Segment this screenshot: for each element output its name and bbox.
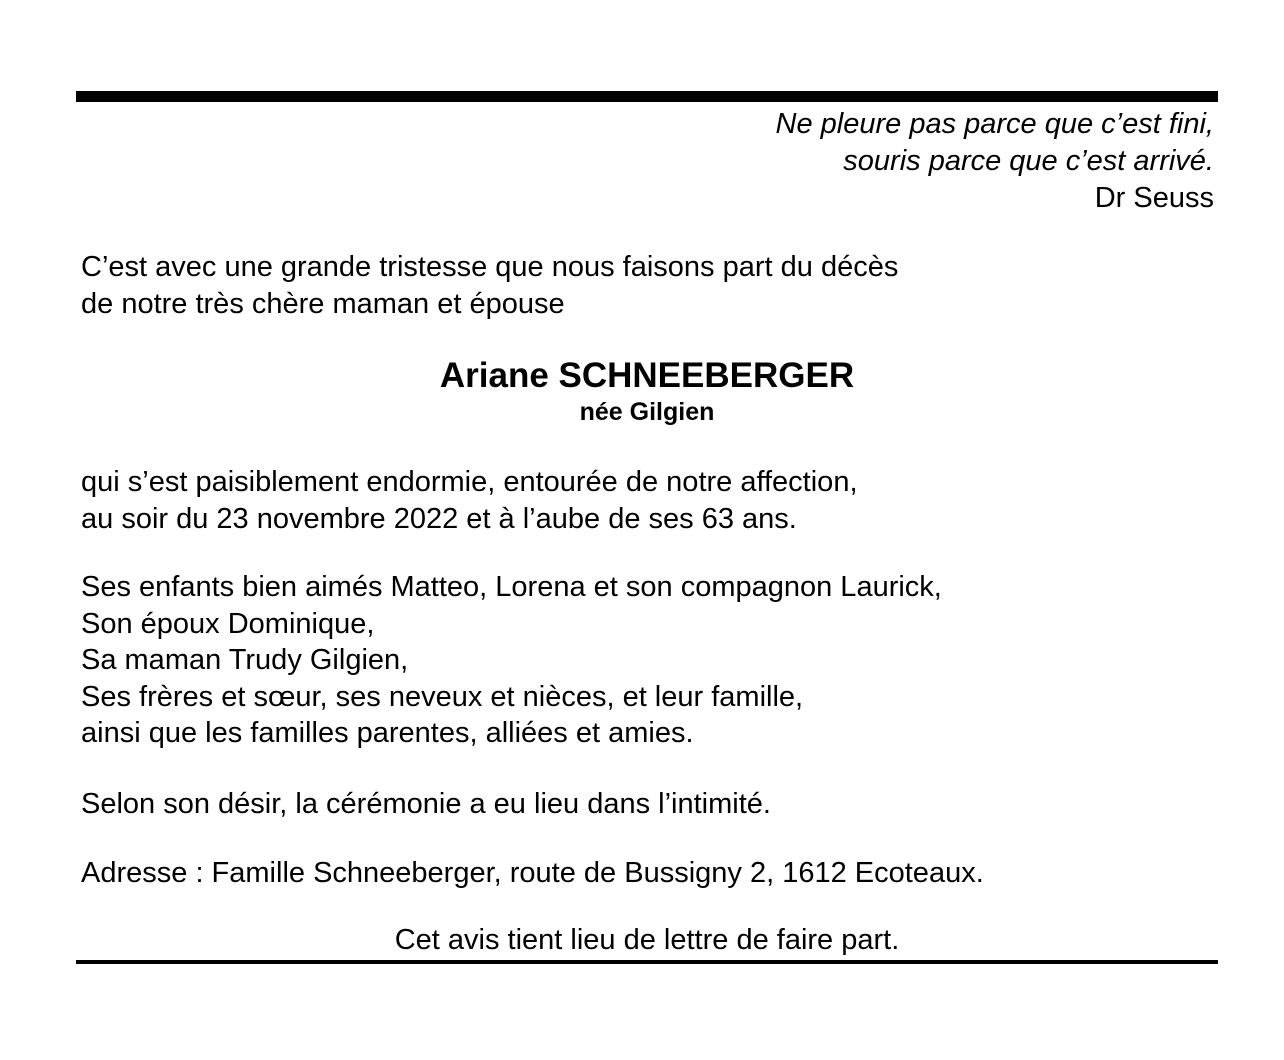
family-line-1: Ses enfants bien aimés Matteo, Lorena et son compagnon Laurick, bbox=[81, 571, 942, 603]
intro-paragraph bbox=[81, 249, 898, 322]
quote-line-2: souris parce que c’est arrivé. bbox=[843, 145, 1214, 177]
address-text: Adresse : Famille Schneeberger, route de Bussigny 2, 1612 Ecoteaux. bbox=[81, 857, 984, 889]
deceased-block bbox=[0, 357, 1284, 429]
family-line-3: Sa maman Trudy Gilgien, bbox=[81, 644, 409, 676]
quote-line-1: Ne pleure pas parce que c’est fini, bbox=[775, 108, 1214, 140]
quote-author: Dr Seuss bbox=[1094, 182, 1214, 214]
passing-line-2: au soir du 23 novembre 2022 et à l’aube de ses 63 ans. bbox=[81, 502, 797, 535]
deceased-name: Ariane SCHNEEBERGER bbox=[439, 356, 855, 395]
family-line-5: ainsi que les familles parentes, alliées et amies. bbox=[81, 717, 694, 749]
intro-line-2: de notre très chère maman et épouse bbox=[81, 287, 565, 320]
intro-line-1: C’est avec une grande tristesse que nous faisons part du décès bbox=[81, 251, 899, 283]
passing-line-1: qui s’est paisiblement endormie, entourée de notre affection, bbox=[81, 466, 858, 498]
ceremony-text: Selon son désir, la cérémonie a eu lieu dans l’intimité. bbox=[81, 788, 771, 820]
passing-paragraph bbox=[81, 464, 858, 537]
family-line-2: Son époux Dominique, bbox=[81, 607, 375, 640]
maiden-name: née Gilgien bbox=[579, 398, 715, 426]
top-rule bbox=[76, 91, 1218, 102]
address-paragraph bbox=[81, 855, 984, 892]
family-line-4: Ses frères et sœur, ses neveux et nièces, et leur famille, bbox=[81, 680, 804, 713]
family-paragraph bbox=[81, 569, 942, 752]
closing-note: Cet avis tient lieu de lettre de faire part. bbox=[394, 924, 900, 956]
epigraph-quote bbox=[776, 106, 1214, 217]
ceremony-paragraph bbox=[81, 786, 771, 823]
bottom-rule bbox=[76, 960, 1218, 964]
